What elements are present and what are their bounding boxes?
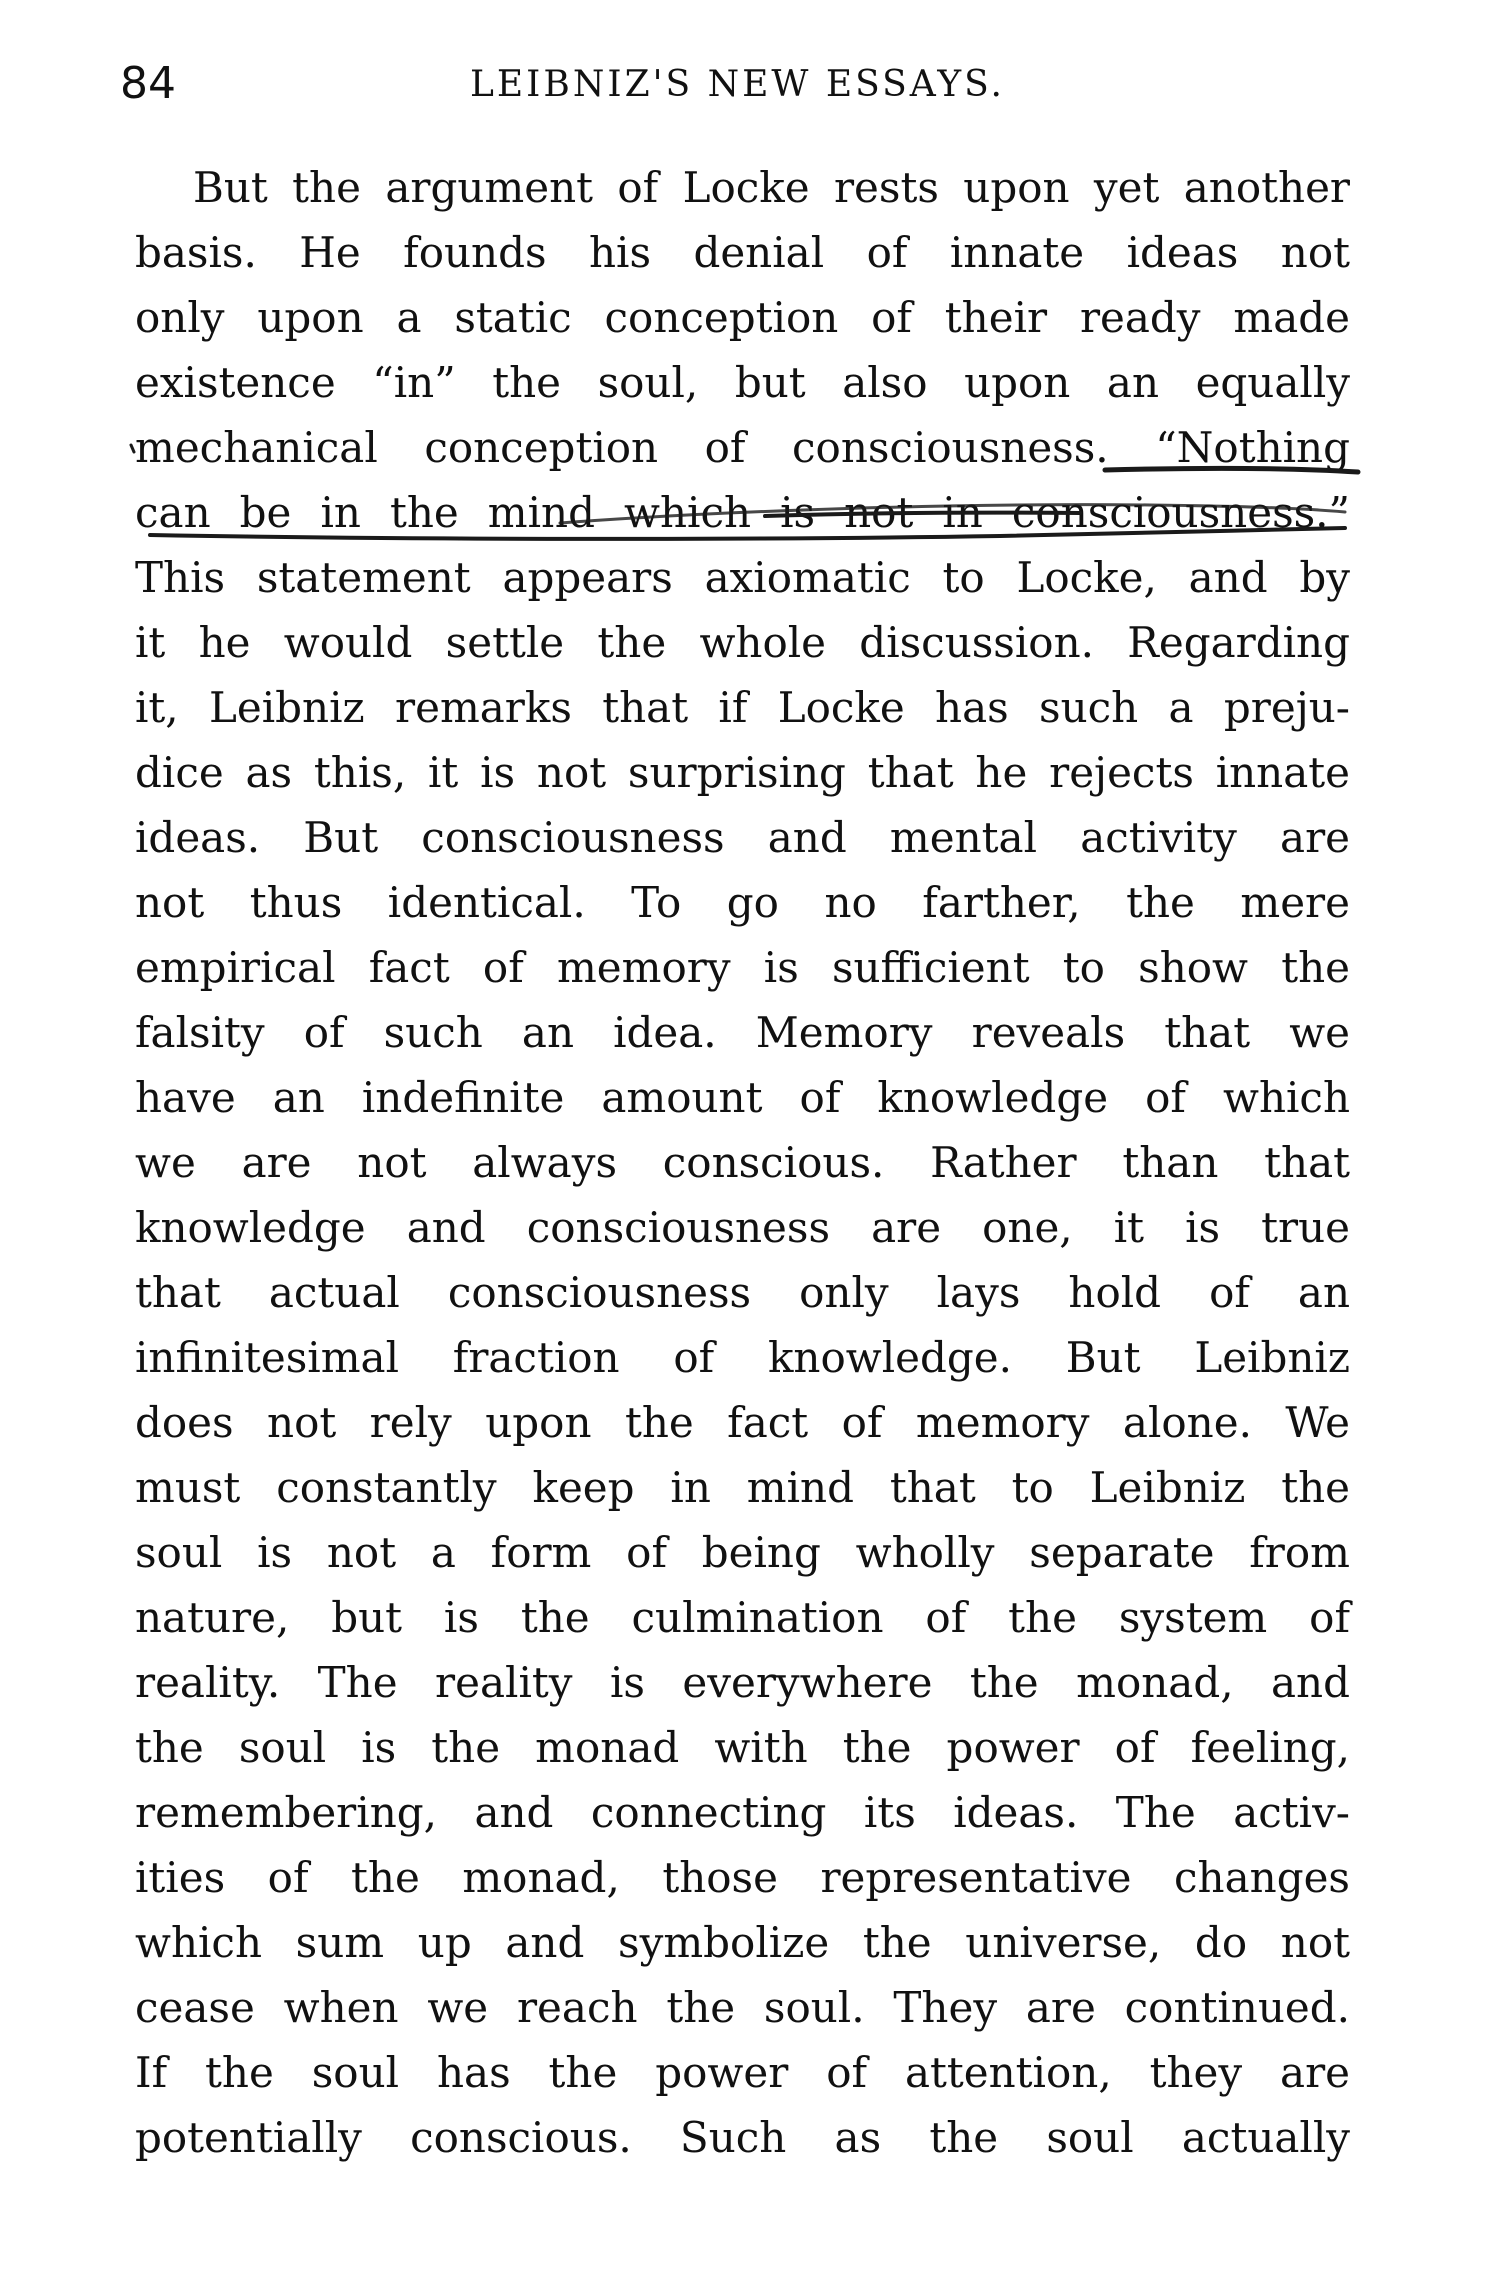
text-line-8: it he would settle the whole discussion. Regarding [135, 618, 1350, 667]
page-number: 84 [120, 58, 176, 109]
text-line-19: infinitesimal fraction of knowledge. But Leibniz [135, 1333, 1350, 1382]
text-line-3: only upon a static conception of their ready made [135, 293, 1350, 342]
text-line-10: dice as this, it is not surprising that he rejects innate [135, 748, 1350, 797]
text-line-18: that actual consciousness only lays hold of an [135, 1268, 1350, 1317]
text-line-17: knowledge and consciousness are one, it is true [135, 1203, 1350, 1252]
text-line-6: can be in the mind which is not in consciousness.” [135, 488, 1350, 537]
text-line-29: cease when we reach the soul. They are continued. [135, 1983, 1350, 2032]
text-line-31: potentially conscious. Such as the soul actually [135, 2113, 1350, 2162]
text-line-21: must constantly keep in mind that to Leibniz the [135, 1463, 1350, 1512]
text-line-5: mechanical conception of consciousness. “Nothing [135, 423, 1350, 472]
text-line-20: does not rely upon the fact of memory alone. We [135, 1398, 1350, 1447]
text-line-14: falsity of such an idea. Memory reveals that we [135, 1008, 1350, 1057]
body-text [135, 155, 1350, 2170]
text-line-25: the soul is the monad with the power of feeling, [135, 1723, 1350, 1772]
text-line-2: basis. He founds his denial of innate ideas not [135, 228, 1350, 277]
text-line-26: remembering, and connecting its ideas. The activ- [135, 1788, 1350, 1837]
text-line-22: soul is not a form of being wholly separate from [135, 1528, 1350, 1577]
text-line-9: it, Leibniz remarks that if Locke has such a preju- [135, 683, 1350, 732]
text-line-1: But the argument of Locke rests upon yet another [193, 163, 1350, 212]
text-line-15: have an indefinite amount of knowledge of which [135, 1073, 1350, 1122]
text-line-4: existence “in” the soul, but also upon an equally [135, 358, 1350, 407]
text-line-23: nature, but is the culmination of the system of [135, 1593, 1350, 1642]
text-line-30: If the soul has the power of attention, they are [135, 2048, 1350, 2097]
text-line-16: we are not always conscious. Rather than that [135, 1138, 1350, 1187]
running-head [120, 58, 1350, 118]
text-line-13: empirical fact of memory is sufficient to show the [135, 943, 1350, 992]
text-line-11: ideas. But consciousness and mental activity are [135, 813, 1350, 862]
text-line-7: This statement appears axiomatic to Locke, and by [135, 553, 1350, 602]
text-line-28: which sum up and symbolize the universe, do not [135, 1918, 1350, 1967]
running-title: LEIBNIZ'S NEW ESSAYS. [470, 64, 1005, 105]
pen-tick-mark [131, 445, 134, 452]
text-line-24: reality. The reality is everywhere the monad, and [135, 1658, 1350, 1707]
text-line-27: ities of the monad, those representative changes [135, 1853, 1350, 1902]
text-line-12: not thus identical. To go no farther, the mere [135, 878, 1350, 927]
